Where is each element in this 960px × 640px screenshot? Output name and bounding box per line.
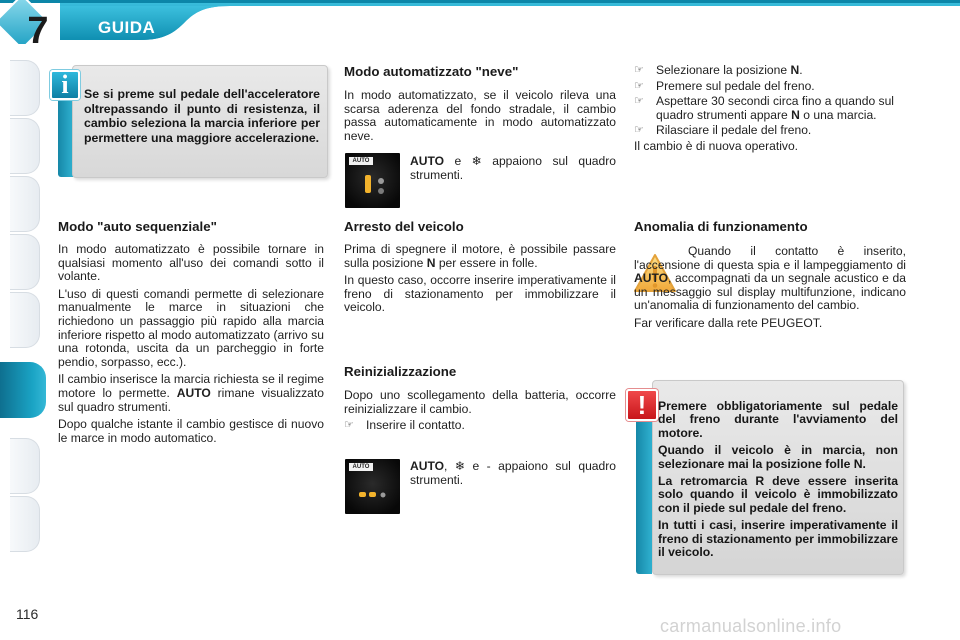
pointing-hand-icon: ☞ xyxy=(634,79,644,92)
warning-para-2: Quando il veicolo è in marcia, non selezionare mai la posizione folle N. xyxy=(658,443,898,471)
pointing-hand-icon: ☞ xyxy=(634,64,644,76)
reset-bullets xyxy=(344,419,616,435)
watermark: carmanualsonline.info xyxy=(660,616,842,636)
info-box-stripe xyxy=(58,95,73,177)
side-tab-5[interactable] xyxy=(10,292,40,348)
col1-para-4: Dopo qualche istante il cambio gestisce di nuovo le marce in modo automatico. xyxy=(58,417,324,445)
side-tab-active[interactable] xyxy=(0,362,46,418)
chapter-number: 7 xyxy=(27,10,49,52)
dash-segments-icon xyxy=(345,459,400,514)
bullet-wait: ☞ Aspettare 30 secondi circa fino a quando sul quadro strumenti appare N o una marcia. xyxy=(634,94,894,122)
heading-reinitialization: Reinizializzazione xyxy=(344,364,457,379)
pointing-hand-icon: ☞ xyxy=(634,124,644,137)
col1-body xyxy=(58,243,324,449)
chapter-title: GUIDA xyxy=(98,18,156,37)
info-icon: i xyxy=(50,70,80,100)
reset-bullet: ☞ Inserire il contatto. xyxy=(344,418,465,432)
reset-dash-caption: AUTO, ❄ e - appaiono sul quadro strumenti. xyxy=(410,459,616,487)
stop-para-2: In questo caso, occorre inserire imperativamente il freno di stazionamento per immobilizzare il veicolo. xyxy=(344,273,616,315)
pointing-hand-icon: ☞ xyxy=(634,95,644,108)
side-tab-7[interactable] xyxy=(10,438,40,494)
dashboard-auto-label: AUTO xyxy=(349,463,373,471)
col1-para-2: L'uso di questi comandi permette di selezionare manualmente le marce in situazioni che richiedono un passaggio più rapido alla marcia inferiore rispetto al modo automatizzato (arrivo su una rotonda, uscita da un parcheggio in forte pendio, sorpasso, ecc.). xyxy=(58,286,324,369)
bullet-press-brake: ☞ Premere sul pedale del freno. xyxy=(634,78,815,93)
side-tab-3[interactable] xyxy=(10,176,40,232)
reset-para: Dopo uno scollegamento della batteria, occorre reinizializzare il cambio. xyxy=(344,388,616,416)
side-tab-2[interactable] xyxy=(10,118,40,174)
snow-dash-caption: AUTO e ❄ appaiono sul quadro strumenti. xyxy=(410,154,616,182)
malfunction-body xyxy=(634,245,906,335)
heading-vehicle-stop: Arresto del veicolo xyxy=(344,219,464,234)
gearbox-operational-text: Il cambio è di nuova operativo. xyxy=(634,138,799,153)
page-number: 116 xyxy=(16,606,39,622)
snowflake-gear-icon xyxy=(345,153,400,208)
col1-para-1: In modo automatizzato è possibile tornare in qualsiasi momento all'uso dei comandi sotto il volante. xyxy=(58,242,324,284)
chapter-side-tabs xyxy=(0,60,48,580)
col1-para-3: Il cambio inserisce la marcia richiesta se il regime motore lo permette. AUTO rimane visualizzato sul quadro strumenti. xyxy=(58,372,324,414)
snow-mode-para: In modo automatizzato, se il veicolo rileva una scarsa aderenza del fondo stradale, il cambio passa automaticamente in modo automatizzato neve. xyxy=(344,88,616,143)
side-tab-4[interactable] xyxy=(10,234,40,290)
side-tab-8[interactable] xyxy=(10,496,40,552)
pointing-hand-icon: ☞ xyxy=(344,419,354,431)
stop-para-1: Prima di spegnere il motore, è possibile passare sulla posizione N per essere in folle. xyxy=(344,242,616,270)
heading-malfunction: Anomalia di funzionamento xyxy=(634,219,808,234)
warning-para-1: Premere obbligatoriamente sul pedale del freno durante l'avviamento del motore. xyxy=(658,399,898,440)
dashboard-auto-label: AUTO xyxy=(349,157,373,165)
stop-body xyxy=(344,243,616,319)
dashboard-snow-indicator xyxy=(345,153,400,208)
malfunction-para-2: Far verificare dalla rete PEUGEOT. xyxy=(634,315,823,330)
malfunction-para-1: Quando il contatto è inserito, l'accensione di questa spia e il lampeggiamento di AUTO, accompagnati da un segnale acustico e da un messaggio sul display multifunzione, indicano un'anomalia di funzionamento del cambio. xyxy=(634,244,906,313)
heading-snow-mode: Modo automatizzato "neve" xyxy=(344,64,519,79)
warning-para-3: La retromarcia R deve essere inserita solo quando il veicolo è immobilizzato con il piede sul pedale del freno. xyxy=(658,474,898,515)
header-band xyxy=(0,0,960,58)
warning-para-4: In tutti i casi, inserire imperativamente il freno di stazionamento per immobilizzare il veicolo. xyxy=(658,518,898,560)
col3-bullets xyxy=(634,64,906,154)
heading-auto-sequential: Modo "auto sequenziale" xyxy=(58,219,217,234)
bullet-select-n: ☞ Selezionare la posizione N. xyxy=(634,63,803,77)
info-box-text: Se si preme sul pedale dell'acceleratore oltrepassando il punto di resistenza, il cambio seleziona la marcia inferiore per permettere una maggiore accelerazione. xyxy=(84,87,320,145)
warning-box-stripe xyxy=(636,412,652,574)
warning-box-text xyxy=(658,400,898,563)
bullet-release-brake: ☞ Rilasciare il pedale del freno. xyxy=(634,123,812,138)
side-tab-1[interactable] xyxy=(10,60,40,116)
dashboard-reset-indicator xyxy=(345,459,400,514)
exclamation-icon: ! xyxy=(626,389,658,421)
